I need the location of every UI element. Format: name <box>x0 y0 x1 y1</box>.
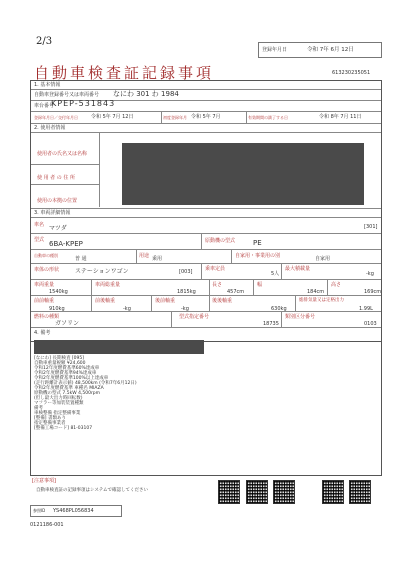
remark-line: [整備工場コード] 81-03107 <box>34 426 93 431</box>
divider <box>91 279 92 295</box>
divider <box>31 208 381 209</box>
maker-label: 車名 <box>34 222 45 228</box>
qr-code-icon <box>218 480 240 504</box>
issue-date-value: 令和 7年 6月 12日 <box>307 47 354 53</box>
front-axle-value: 910kg <box>49 306 65 312</box>
certificate-frame <box>30 80 382 342</box>
use-label: 用途 <box>139 253 150 259</box>
rear-axle-value: 630kg <box>271 306 287 312</box>
divider <box>209 279 210 295</box>
qr-code-icon <box>349 480 371 504</box>
vin-label: 車台番号 <box>34 103 55 109</box>
notice-heading: [注意事項] <box>32 478 56 484</box>
redacted-remarks-header <box>34 340 204 354</box>
divider <box>31 249 381 250</box>
remark-line: 車検整備 指定整備事業 <box>34 411 81 416</box>
fuel-label: 燃料の種類 <box>34 314 60 320</box>
divider <box>31 111 381 112</box>
divider <box>99 132 100 207</box>
reference-value: YS468PL056834 <box>53 508 94 514</box>
divider <box>209 295 210 311</box>
section4-heading: 4. 備考 <box>34 330 51 336</box>
capacity-label: 乗車定員 <box>205 266 226 272</box>
qr-code-icon <box>246 480 268 504</box>
divider <box>161 111 162 123</box>
front-rear-value: -kg <box>123 306 131 312</box>
section3-heading: 3. 車両詳細情報 <box>34 210 71 216</box>
divider <box>31 311 381 312</box>
gross-label: 車両総重量 <box>95 282 121 288</box>
redacted-user-info <box>122 143 364 205</box>
first-reg-label: 登録年月日／交付年月日 <box>34 115 78 120</box>
fuel-value: ガソリン <box>55 320 80 327</box>
divider <box>31 327 381 328</box>
divider <box>31 295 381 296</box>
divider <box>31 263 381 264</box>
divider <box>253 279 254 295</box>
issue-date-label: 登録年月日 <box>262 47 288 53</box>
notice-text: 自動車検査証の記録事項はシステムで確認してください <box>36 488 149 493</box>
reference-box <box>30 505 122 517</box>
model-value: 6BA-KPEP <box>49 240 83 248</box>
capacity-value: 5人 <box>271 271 280 277</box>
maker-code: [301] <box>364 224 378 230</box>
plate-label: 自動車登録番号又は車両番号 <box>34 92 100 98</box>
engine-value: PE <box>253 239 262 247</box>
divider <box>31 132 381 133</box>
displacement-value: 1.99L <box>359 306 373 312</box>
divider <box>31 123 381 124</box>
divider <box>171 311 172 327</box>
body-code: [003] <box>179 269 193 275</box>
divider <box>201 263 202 279</box>
purpose-value: 自家用 <box>315 256 331 262</box>
divider <box>327 279 328 295</box>
first-year-value: 令和 5年 7月 <box>191 114 221 120</box>
weight-value: 1540kg <box>49 289 68 295</box>
section1-heading: 1. 基本情報 <box>34 82 61 88</box>
front-rear-label: 前後軸重 <box>95 298 116 304</box>
model-label: 型式 <box>34 237 45 243</box>
type-no-value: 18735 <box>263 321 279 327</box>
divider <box>281 263 282 279</box>
gross-value: 1815kg <box>177 289 196 295</box>
remark-line: (走行距離計表示値) 48,500km (令和7年6月12日) <box>34 381 137 386</box>
remark-line: 令和12年度燃費基準60%達成車 <box>34 366 100 371</box>
page-title: 自動車検査証記録事項 <box>34 64 215 82</box>
front-axle-label: 前前軸重 <box>34 298 55 304</box>
divider <box>201 233 202 249</box>
divider <box>295 295 296 311</box>
divider <box>31 89 381 90</box>
section2-heading: 2. 使用者情報 <box>34 125 66 131</box>
divider <box>91 295 92 311</box>
remark-line: 指定整備事業者 <box>34 421 66 426</box>
divider <box>136 249 137 263</box>
expiry-label: 有効期間の満了する日 <box>248 115 288 120</box>
remark-line: 令和2年度燃費基準 車種名 MIAZA <box>34 386 104 391</box>
body-label: 車体の形状 <box>34 267 60 273</box>
type-no-label: 型式指定番号 <box>179 314 210 320</box>
width-value: 184cm <box>307 289 325 295</box>
remark-line: マフラー等加装装置種類 <box>34 401 84 406</box>
issue-date-box <box>258 42 382 58</box>
engine-label: 原動機の型式 <box>205 238 236 244</box>
handwritten-note: 2/3 <box>36 36 53 47</box>
rear-front-label: 後前軸重 <box>155 298 176 304</box>
maker-value: マツダ <box>49 225 67 232</box>
qr-code-icon <box>322 480 344 504</box>
height-value: 169cm <box>364 289 382 295</box>
width-label: 幅 <box>257 282 263 288</box>
first-year-label: 初度登録年月 <box>163 115 187 120</box>
displacement-label: 総排気量又は定格出力 <box>299 298 344 303</box>
length-label: 長さ <box>212 282 223 288</box>
max-load-label: 最大積載量 <box>285 266 311 272</box>
purpose-label: 自家用・事業用の別 <box>235 253 281 259</box>
divider <box>31 164 99 165</box>
remark-line: 令和2年度燃費基準94%達成車 <box>34 371 97 376</box>
first-reg-value: 令和 5年 7月 12日 <box>91 114 134 120</box>
divider <box>231 249 232 263</box>
divider <box>281 311 282 327</box>
serial-number: 0121186-001 <box>30 522 64 528</box>
divider <box>151 295 152 311</box>
user-address-label: 使 用 者 の 住 所 <box>37 175 75 181</box>
rear-front-value: -kg <box>181 306 189 312</box>
remark-line: 原動機の型式 7.5kW 4,500rpm <box>34 391 101 396</box>
remark-line: 備考 <box>34 406 43 411</box>
class-no-label: 類別区分番号 <box>285 314 316 320</box>
qr-code-icon <box>273 480 295 504</box>
divider <box>31 217 381 218</box>
height-label: 高さ <box>331 282 342 288</box>
max-load-value: -kg <box>366 271 374 277</box>
divider <box>31 233 381 234</box>
remark-line: 自動車重量税額 ¥24,600 <box>34 361 86 366</box>
class-no-value: 0103 <box>364 321 377 327</box>
remarks-list <box>34 356 254 431</box>
expiry-value: 令和 8年 7月 11日 <box>319 114 362 120</box>
remark-line: 令和2年度燃費基準100%以上達成車 <box>34 376 109 381</box>
remark-line: [なにわ] 長期検査 [095] <box>34 356 84 361</box>
body-value: ステーションワゴン <box>75 268 129 275</box>
length-value: 457cm <box>227 289 245 295</box>
vin-value: KPEP-531843 <box>51 99 116 108</box>
doc-code: 613230235051 <box>332 70 371 76</box>
divider <box>31 184 99 185</box>
user-name-label: 使用者の氏名又は名称 <box>37 151 88 157</box>
divider <box>246 111 247 123</box>
rear-axle-label: 後後軸重 <box>212 298 233 304</box>
remark-line: [整備] 書類あり <box>34 416 66 421</box>
use-value: 乗用 <box>152 256 163 262</box>
base-location-label: 使用の本拠の位置 <box>37 198 78 204</box>
divider <box>31 279 381 280</box>
plate-number: なにわ 301 わ 1984 <box>113 90 179 98</box>
weight-label: 車両重量 <box>34 282 55 288</box>
kind-label: 自動車の種別 <box>34 253 58 258</box>
reference-label: 参照ID <box>33 508 46 513</box>
kind-value: 普 通 <box>75 256 87 262</box>
remark-line: (但し最大出力時回転数) <box>34 396 83 401</box>
